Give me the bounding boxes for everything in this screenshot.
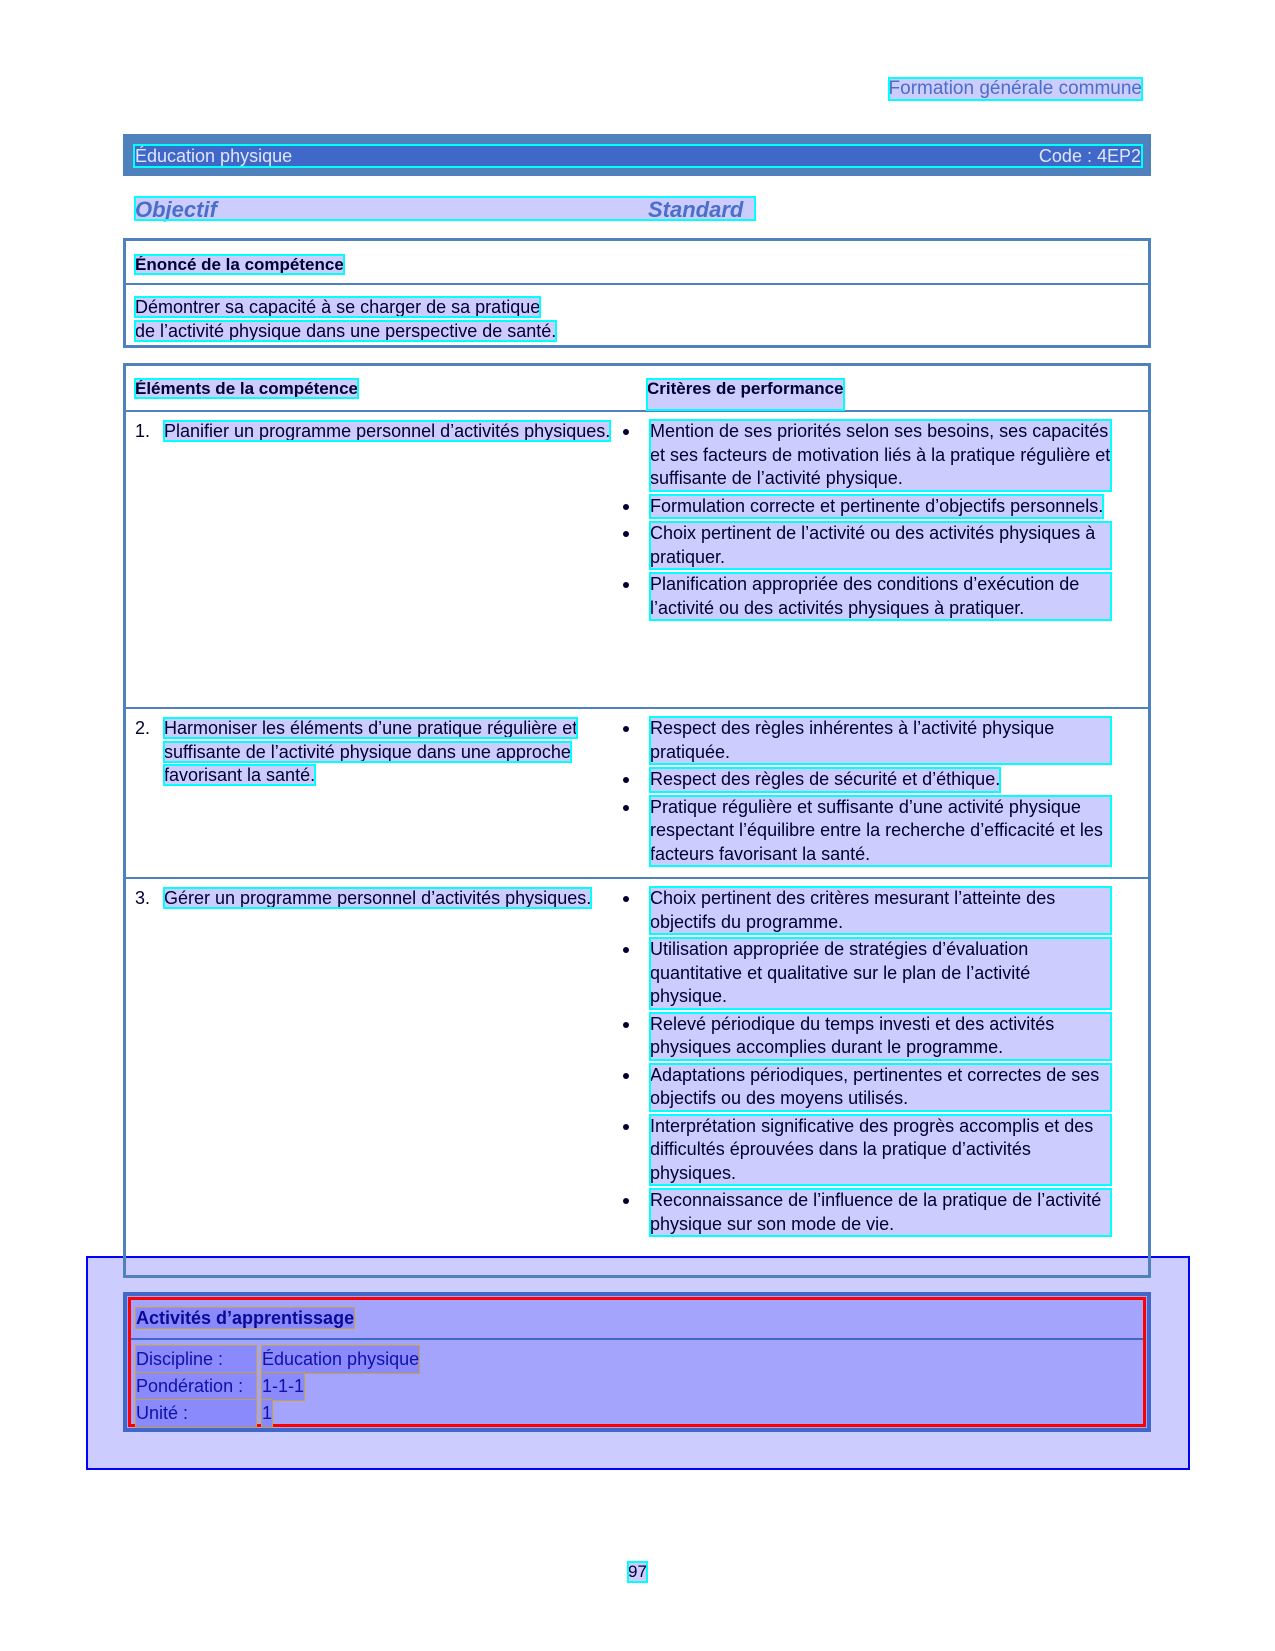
criterion-item — [621, 938, 1111, 1009]
competence-row — [126, 877, 1148, 1275]
criterion-item — [621, 1064, 1111, 1111]
field-label: Pondération : — [136, 1373, 256, 1400]
criterion-text: Respect des règles de sécurité et d’éthique. — [650, 768, 1000, 792]
bullet-icon — [621, 1115, 650, 1186]
criteria-header: Critères de performance — [647, 379, 844, 410]
enonce-line: Démontrer sa capacité à se charger de sa pratique — [135, 297, 541, 317]
criterion-item — [621, 495, 1111, 519]
field-label: Unité : — [136, 1400, 256, 1427]
element-number: 3. — [135, 888, 151, 908]
criterion-text: Reconnaissance de l’influence de la pratique de l’activité physique sur son mode de vie. — [650, 1189, 1111, 1236]
page-number: 97 — [628, 1562, 647, 1581]
criterion-text: Interprétation significative des progrès accomplis et des difficultés éprouvées dans la pratique d’activités physiques. — [650, 1115, 1111, 1186]
field-value: 1-1-1 — [262, 1373, 304, 1400]
criterion-text: Choix pertinent de l’activité ou des activités physiques à pratiquer. — [650, 522, 1111, 569]
criterion-item — [621, 1189, 1111, 1236]
bullet-icon — [621, 796, 650, 867]
elements-header: Éléments de la compétence — [135, 379, 358, 398]
activites-title: Activités d’apprentissage — [136, 1308, 355, 1328]
criterion-text: Planification appropriée des conditions d’exécution de l’activité ou des activités physiques à pratiquer. — [650, 573, 1111, 620]
objective-standard-row — [135, 197, 755, 220]
course-band — [123, 134, 1151, 176]
bullet-icon — [621, 1064, 650, 1111]
element-text: Planifier un programme personnel d’activités physiques. — [164, 421, 611, 441]
activites-box — [123, 1292, 1151, 1432]
element-number: 2. — [135, 718, 151, 738]
criterion-item — [621, 717, 1111, 764]
competence-row — [126, 707, 1148, 877]
element-text: Gérer un programme personnel d’activités physiques. — [164, 888, 592, 908]
competence-row — [126, 412, 1148, 707]
bullet-icon — [621, 768, 650, 792]
bullet-icon — [621, 887, 650, 934]
criterion-text: Choix pertinent des critères mesurant l’atteinte des objectifs du programme. — [650, 887, 1111, 934]
criterion-text: Adaptations périodiques, pertinentes et correctes de ses objectifs ou des moyens utilisés. — [650, 1064, 1111, 1111]
field-value: Éducation physique — [262, 1346, 419, 1373]
element-text: Harmoniser les éléments d’une pratique régulière et suffisante de l’activité physique dans une approche favorisant la santé. — [164, 718, 578, 785]
course-code: Code : 4EP2 — [1038, 145, 1141, 166]
criterion-text: Pratique régulière et suffisante d’une activité physique respectant l’équilibre entre la recherche d’efficacité et les facteurs favorisant la santé. — [650, 796, 1111, 867]
criterion-item — [621, 887, 1111, 934]
objectif-label: Objectif — [135, 197, 217, 222]
criterion-text: Utilisation appropriée de stratégies d’évaluation quantitative et qualitative sur le plan de l’activité physique. — [650, 938, 1111, 1009]
field-label: Discipline : — [136, 1346, 256, 1373]
program-header: Formation générale commune — [888, 78, 1142, 99]
bullet-icon — [621, 522, 650, 569]
bullet-icon — [621, 1013, 650, 1060]
standard-label: Standard — [648, 197, 744, 222]
criterion-text: Respect des règles inhérentes à l’activité physique pratiquée. — [650, 717, 1111, 764]
elements-table — [123, 363, 1151, 1278]
criterion-item — [621, 1013, 1111, 1060]
bullet-icon — [621, 495, 650, 519]
bullet-icon — [621, 938, 650, 1009]
bullet-icon — [621, 573, 650, 620]
criterion-item — [621, 768, 1111, 792]
enonce-line: de l’activité physique dans une perspective de santé. — [135, 321, 557, 341]
criterion-item — [621, 573, 1111, 620]
enonce-box — [123, 238, 1151, 348]
criterion-item — [621, 522, 1111, 569]
highlight-frame — [128, 1297, 1146, 1427]
field-ponderation — [131, 1373, 1143, 1400]
enonce-title: Énoncé de la compétence — [135, 255, 344, 274]
bullet-icon — [621, 1189, 650, 1236]
bullet-icon — [621, 717, 650, 764]
criterion-text: Formulation correcte et pertinente d’objectifs personnels. — [650, 495, 1103, 519]
criterion-text: Mention de ses priorités selon ses besoins, ses capacités et ses facteurs de motivation liés à la pratique régulière et suffisante de l’activité physique. — [650, 420, 1111, 491]
bullet-icon — [621, 420, 650, 491]
criterion-text: Relevé périodique du temps investi et des activités physiques accomplies durant le programme. — [650, 1013, 1111, 1060]
field-unite — [131, 1400, 1143, 1427]
element-number: 1. — [135, 421, 151, 441]
field-discipline — [131, 1346, 1143, 1373]
discipline-title: Éducation physique — [135, 145, 293, 166]
criterion-item — [621, 796, 1111, 867]
criterion-item — [621, 420, 1111, 491]
field-value: 1 — [262, 1400, 272, 1427]
criterion-item — [621, 1115, 1111, 1186]
